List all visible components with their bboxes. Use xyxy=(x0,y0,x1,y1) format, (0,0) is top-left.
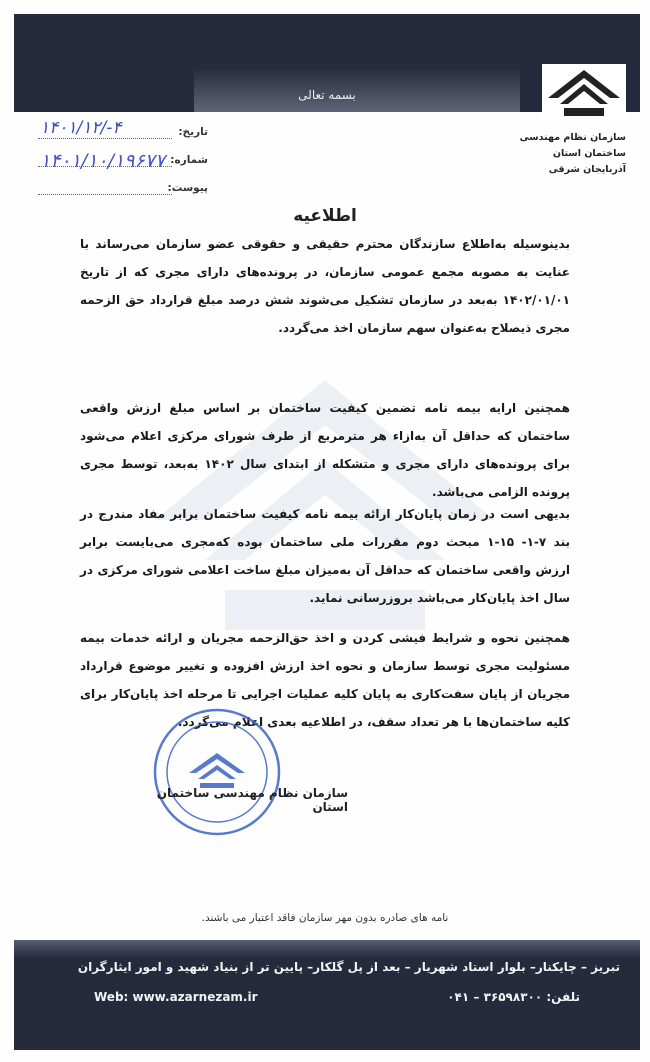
attachment-line xyxy=(38,194,172,195)
date-label: تاریخ: xyxy=(178,126,208,138)
building-logo-icon xyxy=(542,64,626,126)
org-name-line2: آذربایجان شرقی xyxy=(548,164,626,175)
org-name-line1: سازمان نظام مهندسی ساختمان استان xyxy=(519,132,626,159)
paragraph-3: بدیهی است در زمان پایان‌کار ارائه بیمه نامه کیفیت ساختمان برابر مفاد مندرج در بند ۷-۱- ۱۵-۱ مبحث دوم مقررات ملی ساختمان بوده که‌مجری می‌بایست برابر ارزش واقعی ساختمان که حداقل آن به‌میزان مبلغ ساخت اعلامی شورای مرکزی در سال اخذ پایان‌کار می‌باشد بروزرسانی نماید. xyxy=(80,507,571,605)
number-value: ۱۴۰۱/۱۰/۱۹۶۷۷ xyxy=(40,150,166,172)
footer-band-highlight xyxy=(14,940,640,958)
basmala: بسمه تعالی xyxy=(298,88,356,102)
org-name xyxy=(486,130,626,178)
paragraph-4: همچنین نحوه و شرایط فیشی کردن و اخذ حق‌الزحمه مجریان و ارائه خدمات بیمه مسئولیت مجری توسط سازمان و نحوه اخذ ارزش افزوده و تغییر موضوع قرارداد مجریان از پایان سفت‌کاری به پایان کلیه عملیات اجرایی تا مرحله اخذ پایان‌کار برای کلیه ساختمان‌ها با هر تعداد سقف، در اطلاعیه بعدی اعلام می‌گردد. xyxy=(80,631,570,729)
paragraph-1: بدینوسیله به‌اطلاع سازندگان محترم حقیقی و حقوقی عضو سازمان می‌رساند با عنایت به مصوبه مجمع عمومی سازمان، در پرونده‌های دارای مجری که از تاریخ ۱۴۰۲/۰۱/۰۱ به‌بعد در سازمان تشکیل می‌شوند شش درصد مبلغ قرارداد حق الزحمه مجری ذیصلاح به‌عنوان سهم سازمان اخذ می‌گردد. xyxy=(80,237,570,335)
footer-phone: تلفن: ۳۶۵۹۸۳۰۰ – ۰۴۱ xyxy=(447,990,580,1004)
date-line xyxy=(38,138,172,139)
date-value: ۱۴۰۱/۱۲/-۴ xyxy=(40,118,122,138)
date-row xyxy=(38,118,208,146)
footer-address: تبریز – چایکنار– بلوار استاد شهریار – بعد از پل گلکار– پایین تر از بنیاد شهید و امور ایثارگران xyxy=(77,960,620,974)
number-row xyxy=(38,146,208,174)
official-stamp xyxy=(150,705,285,840)
validity-footnote: نامه های صادره بدون مهر سازمان فاقد اعتبار می باشند. xyxy=(201,912,449,924)
paragraph-2: همچنین ارایه بیمه نامه تضمین کیفیت ساختمان بر اساس مبلغ ارزش واقعی ساختمان که حداقل آن به‌ازاء هر مترمربع از طرف شورای مرکزی اعلام می‌شود برای پرونده‌های دارای مجری و متشکله از ابتدای سال ۱۴۰۲ به‌بعد، توسط مجری پرونده الزامی می‌باشد. xyxy=(80,401,570,499)
org-logo xyxy=(542,64,626,126)
footer-website[interactable]: Web: www.azarnezam.ir xyxy=(94,990,258,1004)
signature-line: سازمان نظام مهندسی ساختمان استان xyxy=(156,786,348,814)
stamp-icon xyxy=(150,705,285,840)
letter-meta xyxy=(38,118,208,202)
attachment-label: پیوست: xyxy=(167,182,208,194)
footer-band xyxy=(14,940,640,1050)
number-label: شماره: xyxy=(170,154,208,166)
attachment-row xyxy=(38,174,208,202)
notice-title: اطلاعیه xyxy=(293,206,357,226)
